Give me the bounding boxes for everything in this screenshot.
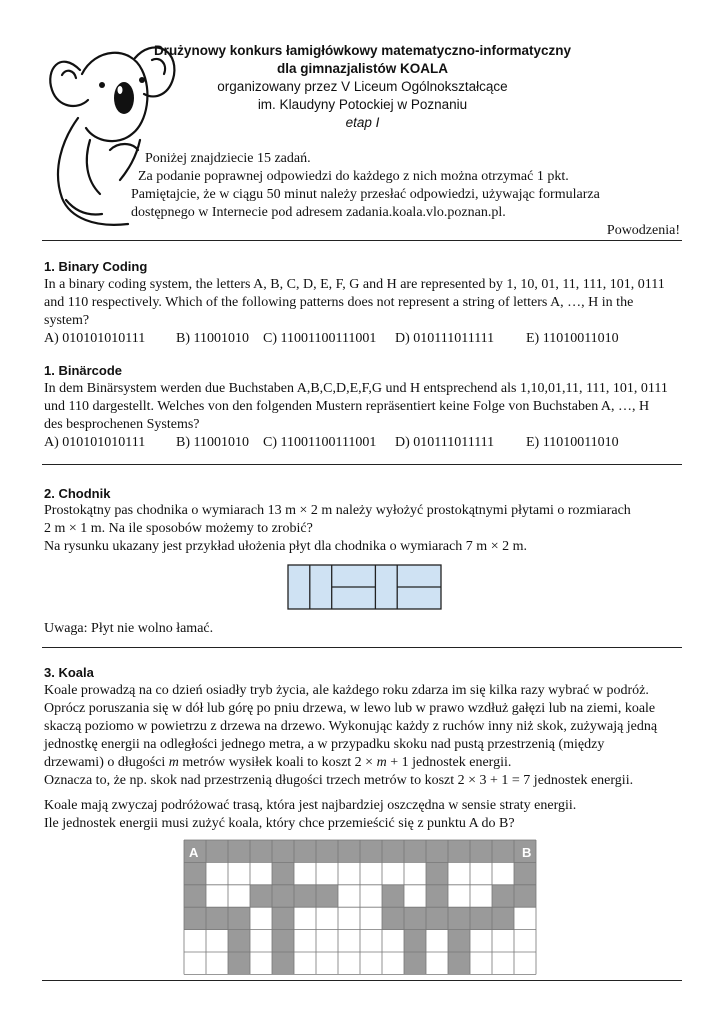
grid-cell	[514, 952, 536, 974]
grid-cell	[272, 885, 294, 907]
koala-grid	[183, 839, 543, 979]
grid-cell	[360, 907, 382, 929]
intro-line-4: dostępnego w Internecie pod adresem zadania.koala.vlo.poznan.pl.	[131, 205, 506, 220]
grid-cell	[404, 885, 426, 907]
task-3-line-5-part: metrów wysiłek koali to koszt 2 ×	[178, 755, 377, 770]
task-1-de-option-d: D) 010111011111	[395, 435, 495, 450]
task-1-en-line-2: and 110 respectively. Which of the following patterns does not represent a string of letters A, …, H in the	[44, 295, 634, 310]
task-3-line-7: Koale mają zwyczaj podróżować trasą, która jest najbardziej oszczędna w sensie straty energii.	[44, 798, 577, 813]
grid-cell	[448, 907, 470, 929]
task-3-line-6: Oznacza to, że np. skok nad przestrzenią długości trzech metrów to koszt 2 × 3 + 1 = 7 jednostek energii.	[44, 773, 634, 788]
task-1-de-line-1: In dem Binärsystem werden due Buchstaben A,B,C,D,E,F,G und H entsprechend als 1,10,01,11, 111, 101, 0111	[44, 381, 668, 396]
task-1-en-line-3: system?	[44, 313, 90, 328]
grid-cell	[294, 930, 316, 952]
task-3-line-1: Koale prowadzą na co dzień osiadły tryb życia, ale każdego roku zdarza im się kilka razy wybrać w podróż.	[44, 683, 649, 698]
grid-cell	[228, 930, 250, 952]
grid-cell	[514, 930, 536, 952]
grid-cell	[470, 862, 492, 884]
grid-cell	[272, 862, 294, 884]
stage-label: etap I	[345, 115, 380, 130]
grid-cell	[470, 840, 492, 862]
task-3-line-8: Ile jednostek energii musi zużyć koala, który chce przemieścić się z punktu A do B?	[44, 816, 515, 831]
grid-cell	[338, 885, 360, 907]
task-3-line-4: jednostkę energii na odległości jednego metra, a w przypadku skoku nad pustą przestrzenią (między	[44, 737, 605, 752]
grid-cell	[272, 952, 294, 974]
task-3-line-5	[44, 754, 511, 772]
task-2-line-3: Na rysunku ukazany jest przykład ułożenia płyt dla chodnika o wymiarach 7 m × 2 m.	[44, 539, 527, 554]
task-1-en-option-a: A) 010101010111	[44, 331, 146, 346]
task-2-line-2: 2 m × 1 m. Na ile sposobów możemy to zrobić?	[44, 521, 313, 536]
grid-cell	[426, 930, 448, 952]
grid-cell	[294, 840, 316, 862]
task-1-en-line-1: In a binary coding system, the letters A, B, C, D, E, F, G and H are represented by 1, 10, 01, 11, 111, 101, 0111	[44, 277, 665, 292]
grid-cell	[294, 885, 316, 907]
task-1-en-option-e: E) 11010011010	[526, 331, 619, 346]
grid-cell	[492, 840, 514, 862]
grid-cell	[228, 952, 250, 974]
point-b-label: B	[522, 845, 532, 860]
grid-cell	[338, 862, 360, 884]
grid-cell	[206, 840, 228, 862]
grid-cell	[492, 930, 514, 952]
grid-cell	[228, 840, 250, 862]
task-3-line-5-part: drzewami) o długości	[44, 755, 169, 770]
grid-cell	[426, 907, 448, 929]
task-1-de-heading: 1. Binärcode	[44, 363, 123, 378]
grid-cell	[382, 952, 404, 974]
task-1-en-option-b: B) 11001010	[176, 331, 249, 346]
task-3-line-5-part: + 1 jednostek energii.	[386, 755, 512, 770]
grid-cell	[470, 952, 492, 974]
grid-cell	[228, 885, 250, 907]
grid-cell	[514, 862, 536, 884]
task-3-line-2: Oprócz poruszania się w dół lub górę po pniu drzewa, w lewo lub w prawo wzdłuż gałęzi lub na ziemi, koale	[44, 701, 656, 716]
intro-line-3: Pamiętajcie, że w ciągu 50 minut należy przesłać odpowiedzi, używając formularza	[131, 187, 600, 202]
grid-cell	[448, 952, 470, 974]
grid-cell	[206, 862, 228, 884]
grid-cell	[316, 840, 338, 862]
task-2-note: Uwaga: Płyt nie wolno łamać.	[44, 621, 214, 636]
grid-cell	[382, 907, 404, 929]
variable-m: m	[168, 755, 179, 770]
grid-cell	[360, 930, 382, 952]
intro-line-2: Za podanie poprawnej odpowiedzi do każdego z nich można otrzymać 1 pkt.	[138, 169, 569, 184]
contest-subtitle: dla gimnazjalistów KOALA	[276, 61, 449, 76]
grid-cell	[404, 862, 426, 884]
divider	[42, 647, 682, 648]
grid-cell	[184, 907, 206, 929]
grid-cell	[426, 862, 448, 884]
grid-cell	[228, 862, 250, 884]
task-2-line-1: Prostokątny pas chodnika o wymiarach 13 m × 2 m należy wyłożyć prostokątnymi płytami o rozmiarach	[44, 503, 631, 518]
grid-cell	[470, 907, 492, 929]
task-1-de-option-e: E) 11010011010	[526, 435, 619, 450]
grid-cell	[184, 862, 206, 884]
task-1-de-option-b: B) 11001010	[176, 435, 249, 450]
task-1-en-option-c: C) 11001100111001	[263, 331, 377, 346]
task-1-de-option-c: C) 11001100111001	[263, 435, 377, 450]
grid-cell	[294, 907, 316, 929]
grid-cell	[448, 840, 470, 862]
grid-cell	[514, 885, 536, 907]
grid-cell	[250, 930, 272, 952]
grid-cell	[448, 930, 470, 952]
grid-cell	[250, 952, 272, 974]
grid-cell	[426, 952, 448, 974]
grid-cell	[470, 885, 492, 907]
good-luck: Powodzenia!	[606, 223, 680, 238]
grid-cell	[382, 885, 404, 907]
grid-cell	[492, 907, 514, 929]
grid-cell	[360, 885, 382, 907]
grid-cell	[228, 907, 250, 929]
grid-cell	[360, 862, 382, 884]
tiling-figure	[287, 564, 442, 610]
point-a-label: A	[189, 845, 199, 860]
grid-cell	[250, 862, 272, 884]
grid-cell	[206, 885, 228, 907]
grid-cell	[272, 930, 294, 952]
grid-cell	[184, 930, 206, 952]
grid-cell	[272, 907, 294, 929]
divider	[42, 464, 682, 465]
grid-cell	[338, 907, 360, 929]
grid-cell	[206, 952, 228, 974]
task-3-heading: 3. Koala	[44, 665, 94, 680]
grid-cell	[250, 885, 272, 907]
grid-cell	[206, 930, 228, 952]
grid-cell	[382, 840, 404, 862]
organizer-line: organizowany przez V Liceum Ogólnokształcące	[217, 79, 508, 94]
grid-cell	[338, 930, 360, 952]
task-1-de-option-a: A) 010101010111	[44, 435, 146, 450]
grid-cell	[338, 840, 360, 862]
grid-cell	[338, 952, 360, 974]
task-1-en-heading: 1. Binary Coding	[44, 259, 148, 274]
grid-cell	[404, 952, 426, 974]
grid-cell	[514, 907, 536, 929]
intro-line-1: Poniżej znajdziecie 15 zadań.	[145, 151, 311, 166]
grid-cell	[404, 907, 426, 929]
grid-cell	[448, 885, 470, 907]
grid-cell	[404, 930, 426, 952]
grid-cell	[316, 907, 338, 929]
grid-cell	[250, 840, 272, 862]
grid-cell	[294, 952, 316, 974]
grid-cell	[404, 840, 426, 862]
grid-cell	[426, 840, 448, 862]
school-line: im. Klaudyny Potockiej w Poznaniu	[257, 97, 468, 112]
grid-cell	[492, 862, 514, 884]
task-3-line-3: skaczą poziomo w powietrzu z drzewa na drzewo. Wykonując każdy z ruchów inny niż skok, zużywają jedną	[44, 719, 658, 734]
grid-cell	[272, 840, 294, 862]
grid-cell	[184, 885, 206, 907]
grid-cell	[492, 952, 514, 974]
task-2-heading: 2. Chodnik	[44, 486, 111, 501]
grid-cell	[470, 930, 492, 952]
task-1-de-line-2: und 110 dargestellt. Welches von den folgenden Mustern repräsentiert keine Folge von Buchstaben A, …, H	[44, 399, 650, 414]
variable-m: m	[376, 755, 387, 770]
grid-cell	[294, 862, 316, 884]
grid-cell	[316, 862, 338, 884]
grid-cell	[250, 907, 272, 929]
grid-cell	[360, 840, 382, 862]
grid-cell	[316, 885, 338, 907]
divider	[42, 980, 682, 981]
grid-cell	[316, 930, 338, 952]
grid-cell	[382, 930, 404, 952]
grid-cell	[184, 952, 206, 974]
grid-cell	[382, 862, 404, 884]
grid-cell	[492, 885, 514, 907]
grid-cell	[316, 952, 338, 974]
grid-cell	[426, 885, 448, 907]
task-1-en-option-d: D) 010111011111	[395, 331, 495, 346]
grid-cell	[206, 907, 228, 929]
contest-title: Drużynowy konkurs łamigłówkowy matematyczno-informatyczny	[153, 43, 572, 58]
grid-cell	[360, 952, 382, 974]
grid-cell	[448, 862, 470, 884]
task-1-de-line-3: des besprochenen Systems?	[44, 417, 200, 432]
divider	[42, 240, 682, 241]
